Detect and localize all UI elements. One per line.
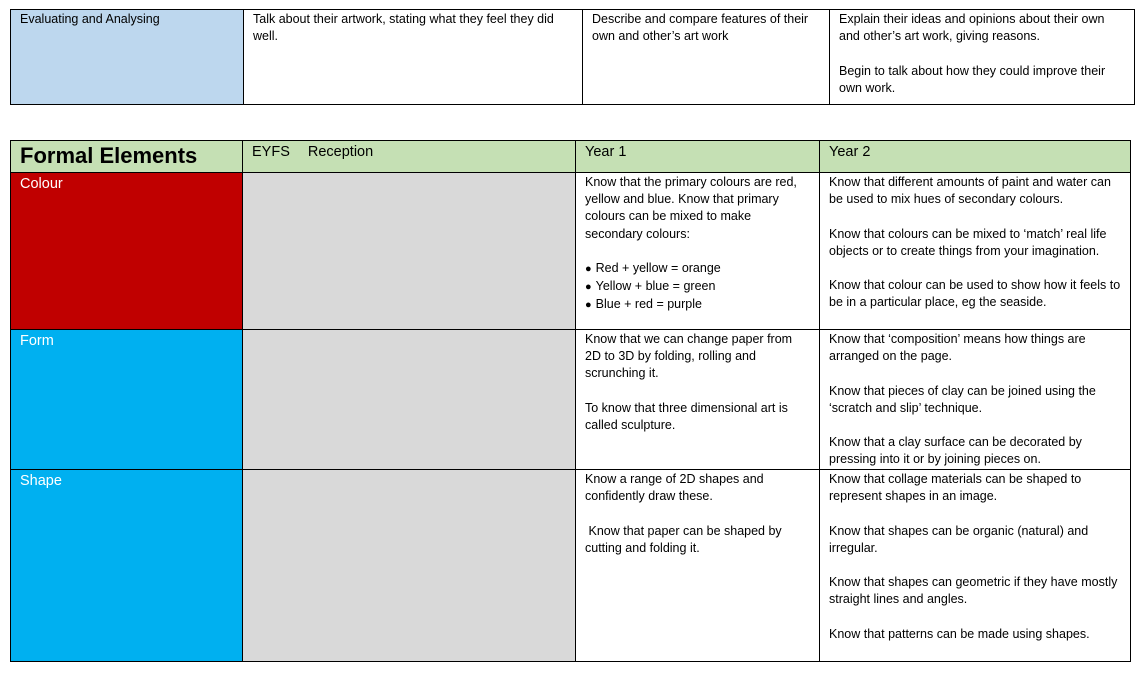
evaluating-year1-text: Describe and compare features of their own and other’s art work	[592, 12, 809, 44]
colour-label: Colour	[11, 173, 243, 330]
evaluating-row	[11, 10, 1135, 105]
shape-label: Shape	[11, 470, 243, 662]
evaluating-year2-text: Explain their ideas and opinions about their own and other’s art work, giving reasons.	[839, 12, 1105, 44]
colour-year2-text: Know that different amounts of paint and water can be used to mix hues of secondary colours.	[829, 175, 1111, 207]
evaluating-year2-text: Begin to talk about how they could improve their own work.	[839, 63, 1106, 95]
form-label: Form	[11, 330, 243, 470]
evaluating-year2-cell	[830, 10, 1135, 105]
colour-year1-text: Know that the primary colours are red, yellow and blue. Know that primary colours can be mixed to make secondary colours:	[585, 175, 797, 241]
header-year1: Year 1	[576, 141, 820, 173]
colour-year2-cell	[820, 173, 1131, 330]
header-reception-label: Reception	[307, 144, 374, 160]
colour-mix-list	[585, 260, 810, 315]
list-item: ● Blue + red = purple	[585, 296, 810, 314]
form-year1-cell	[576, 330, 820, 470]
colour-year2-text: Know that colour can be used to show how it feels to be in a particular place, eg the seaside.	[829, 278, 1121, 310]
shape-year2-text: Know that shapes can geometric if they have mostly straight lines and angles.	[829, 575, 1118, 607]
colour-eyfs-cell	[243, 173, 576, 330]
shape-year2-text: Know that shapes can be organic (natural) and irregular.	[829, 523, 1089, 555]
header-eyfs-label: EYFS	[252, 144, 290, 160]
list-item: ● Yellow + blue = green	[585, 278, 810, 296]
shape-row	[11, 470, 1131, 662]
shape-eyfs-cell	[243, 470, 576, 662]
formal-elements-table	[10, 140, 1131, 662]
header-year2: Year 2	[820, 141, 1131, 173]
shape-year2-cell	[820, 470, 1131, 662]
form-year1-text: To know that three dimensional art is called sculpture.	[585, 400, 788, 432]
colour-row	[11, 173, 1131, 330]
colour-year2-text: Know that colours can be mixed to ‘match’ real life objects or to create things from your imagination.	[829, 226, 1107, 258]
form-row	[11, 330, 1131, 470]
evaluating-eyfs-cell	[244, 10, 583, 105]
form-year2-text: Know that a clay surface can be decorated by pressing into it or by joining pieces on.	[829, 435, 1082, 467]
shape-year1-cell	[576, 470, 820, 662]
shape-year2-text: Know that patterns can be made using shapes.	[829, 626, 1090, 641]
colour-year1-cell	[576, 173, 820, 330]
table-title: Formal Elements	[11, 141, 243, 173]
form-eyfs-cell	[243, 330, 576, 470]
form-year2-text: Know that pieces of clay can be joined using the ‘scratch and slip’ technique.	[829, 383, 1096, 415]
evaluating-table	[10, 9, 1135, 105]
form-year1-text: Know that we can change paper from 2D to 3D by folding, rolling and scrunching it.	[585, 332, 793, 381]
shape-year1-text: Know a range of 2D shapes and confidently draw these.	[585, 472, 764, 504]
form-year2-cell	[820, 330, 1131, 470]
header-row	[11, 141, 1131, 173]
list-item: ● Red + yellow = orange	[585, 260, 810, 278]
evaluating-eyfs-text: Talk about their artwork, stating what they feel they did well.	[253, 12, 554, 44]
evaluating-year1-cell	[583, 10, 830, 105]
shape-year2-text: Know that collage materials can be shaped to represent shapes in an image.	[829, 472, 1082, 504]
form-year2-text: Know that ‘composition’ means how things are arranged on the page.	[829, 332, 1086, 364]
header-eyfs	[243, 141, 576, 173]
evaluating-label: Evaluating and Analysing	[11, 10, 244, 105]
shape-year1-text: Know that paper can be shaped by cutting and folding it.	[585, 523, 786, 555]
